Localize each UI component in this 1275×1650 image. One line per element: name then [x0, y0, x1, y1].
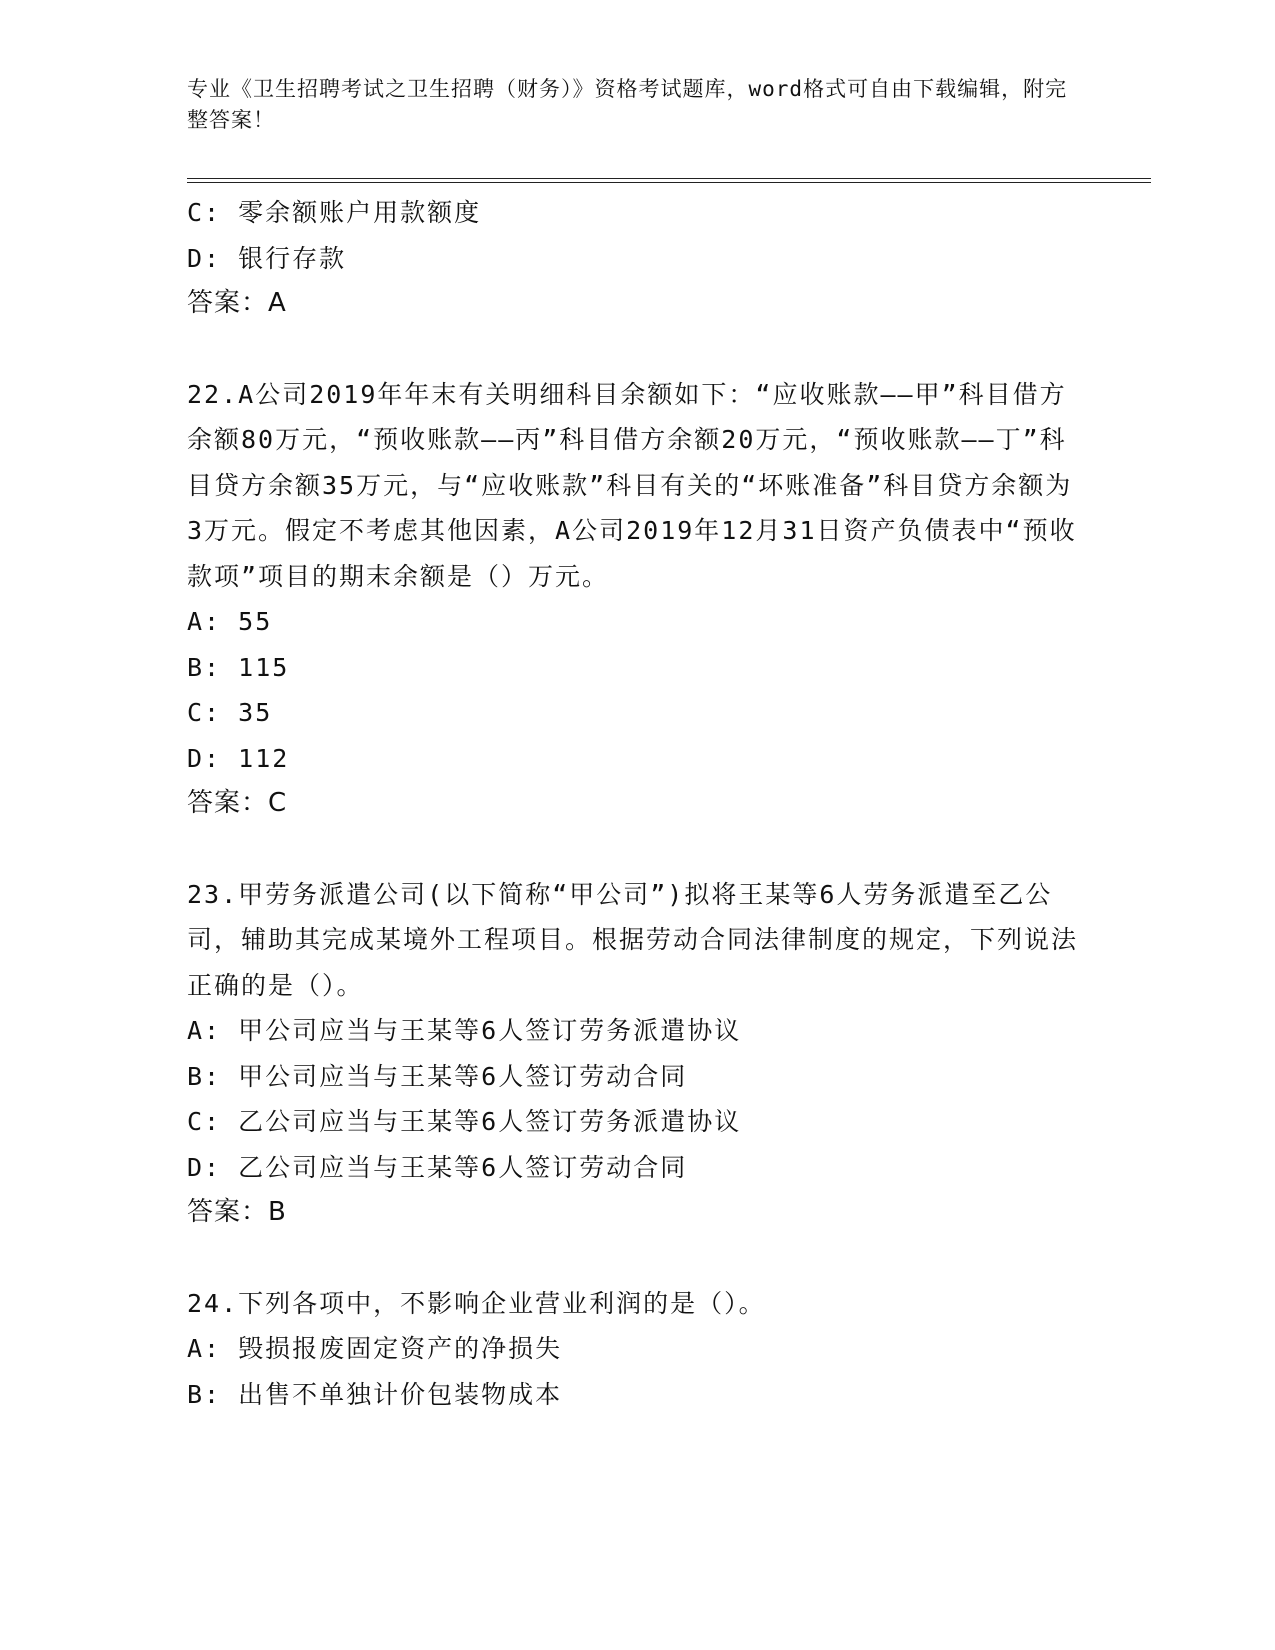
- question-text: 22.A公司2019年年末有关明细科目余额如下：“应收账款——甲”科目借方余额80万元，“预收账款——丙”科目借方余额20万元，“预收账款——丁”科目贷方余额35万元，与“应收账款”科目有关的“坏账准备”科目贷方余额为3万元。假定不考虑其他因素，A公司2019年12月31日资产负债表中“预收款项”项目的期末余额是（）万元。: [187, 379, 1077, 591]
- option-b: B: 出售不单独计价包装物成本: [187, 1379, 563, 1409]
- answer-line: 答案：C: [187, 788, 288, 818]
- header-text: 专业《卫生招聘考试之卫生招聘（财务）》资格考试题库，word格式可自由下载编辑，附完整答案！: [187, 77, 1068, 132]
- answer-line: 答案：B: [187, 1197, 287, 1227]
- option-c: C: 35: [187, 698, 273, 727]
- previous-question-tail: [187, 190, 1087, 327]
- option-b: B: 甲公司应当与王某等6人签订劳动合同: [187, 1061, 688, 1091]
- question-23: [187, 872, 1087, 1236]
- option-d: D: 112: [187, 743, 290, 773]
- option-d: D: 乙公司应当与王某等6人签订劳动合同: [187, 1152, 688, 1182]
- option-a: A: 毁损报废固定资产的净损失: [187, 1334, 563, 1363]
- question-22: [187, 372, 1087, 827]
- option-c: C: 零余额账户用款额度: [187, 198, 482, 227]
- header-divider: [187, 178, 1151, 183]
- question-24: [187, 1281, 1087, 1418]
- option-c: C: 乙公司应当与王某等6人签订劳务派遣协议: [187, 1107, 742, 1136]
- option-a: A: 55: [187, 607, 273, 636]
- answer-line: 答案：A: [187, 288, 287, 318]
- question-text: 23.甲劳务派遣公司(以下简称“甲公司”)拟将王某等6人劳务派遣至乙公司，辅助其完成某境外工程项目。根据劳动合同法律制度的规定，下列说法正确的是（）。: [187, 879, 1079, 1000]
- document-header: [187, 74, 1087, 136]
- document-body: [187, 190, 1087, 1417]
- option-a: A: 甲公司应当与王某等6人签订劳务派遣协议: [187, 1016, 742, 1045]
- option-d: D: 银行存款: [187, 243, 347, 273]
- question-text: 24.下列各项中，不影响企业营业利润的是（）。: [187, 1288, 766, 1318]
- option-b: B: 115: [187, 652, 290, 682]
